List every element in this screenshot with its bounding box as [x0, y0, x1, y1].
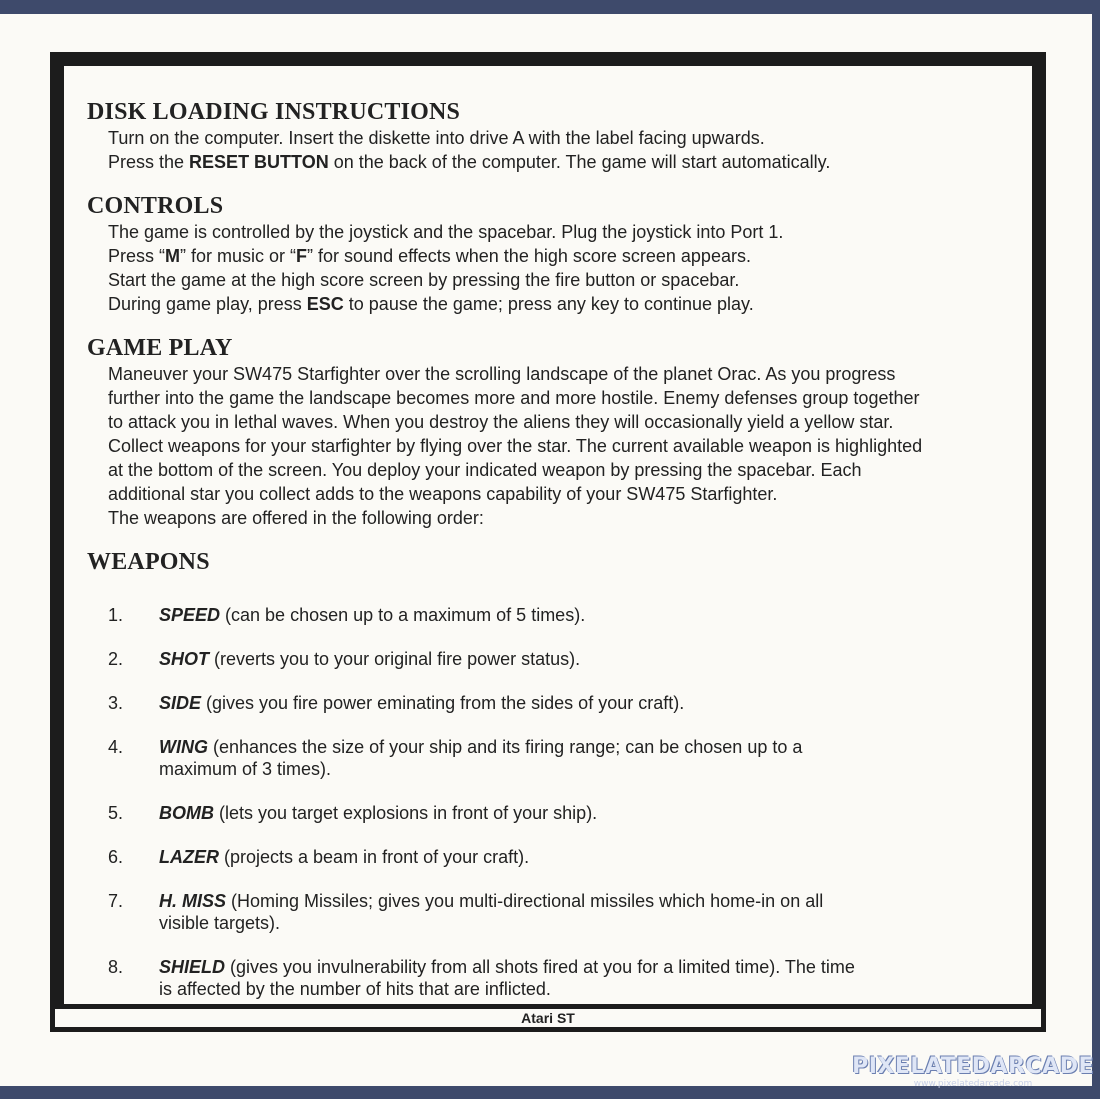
controls-line-4 [108, 292, 1022, 316]
weapon-name: LAZER [159, 847, 219, 867]
item-number: 4. [108, 737, 124, 757]
list-item [108, 846, 1022, 868]
weapon-desc: (projects a beam in front of your craft). [219, 847, 530, 867]
disk-loading-line-2 [108, 150, 1022, 174]
item-number: 3. [108, 693, 124, 713]
controls-line-2 [108, 244, 1022, 268]
game-play-line: additional star you collect adds to the weapons capability of your SW475 Starfighter. [108, 484, 778, 504]
text-segment: ” for music or “ [180, 246, 297, 266]
game-play-line: to attack you in lethal waves. When you destroy the aliens they will occasionally yield a yellow star. [108, 412, 894, 432]
item-text [159, 736, 879, 780]
item-number: 1. [108, 605, 124, 625]
game-play-line: further into the game the landscape becomes more and more hostile. Enemy defenses group together [108, 388, 920, 408]
list-item [108, 802, 1022, 824]
game-play-heading: GAME PLAY [87, 335, 233, 361]
item-text [159, 890, 849, 934]
list-item [108, 890, 1022, 934]
controls-heading: CONTROLS [87, 193, 224, 219]
text-segment: ” for sound effects when the high score screen appears. [307, 246, 751, 266]
key-f: F [296, 246, 308, 266]
list-item [108, 736, 1022, 780]
watermark-url: www.pixelatedarcade.com [913, 1079, 1033, 1089]
disk-loading-line-1: Turn on the computer. Insert the diskette into drive A with the label facing upwards. [108, 128, 765, 148]
weapon-desc: (Homing Missiles; gives you multi-directional missiles which home-in on all visible targets). [159, 891, 824, 933]
item-number: 5. [108, 803, 124, 823]
game-play-line: Collect weapons for your starfighter by flying over the star. The current available weapon is highlighted [108, 436, 923, 456]
watermark-brand: PIXELATEDARCADE [852, 1054, 1094, 1079]
platform-footer: Atari ST [54, 1008, 1042, 1028]
weapon-name: BOMB [159, 803, 214, 823]
item-text [159, 604, 1022, 626]
game-play-body [108, 362, 1022, 530]
weapons-list [108, 604, 1022, 1000]
text-segment: Press the [108, 152, 190, 172]
weapon-desc: (gives you fire power eminating from the sides of your craft). [201, 693, 685, 713]
item-text [159, 802, 1022, 824]
list-item [108, 956, 1022, 1000]
item-number: 7. [108, 891, 124, 911]
item-number: 8. [108, 957, 124, 977]
reset-button-text: RESET BUTTON [189, 152, 329, 172]
weapon-name: SPEED [159, 605, 221, 625]
item-text [159, 648, 1022, 670]
weapons-section [87, 548, 1022, 1000]
list-item [108, 648, 1022, 670]
controls-line-1: The game is controlled by the joystick and the spacebar. Plug the joystick into Port 1. [108, 222, 784, 242]
weapon-desc: (reverts you to your original fire power status). [209, 649, 581, 669]
weapon-desc: (lets you target explosions in front of your ship). [214, 803, 598, 823]
key-m: M [165, 246, 181, 266]
item-number: 6. [108, 847, 124, 867]
text-segment: Press “ [108, 246, 166, 266]
weapon-desc: (enhances the size of your ship and its firing range; can be chosen up to a maximum of 3 times). [159, 737, 803, 779]
watermark [852, 1054, 1094, 1089]
item-text [159, 956, 859, 1000]
controls-body [108, 220, 1022, 316]
weapon-name: SHIELD [159, 957, 226, 977]
item-text [159, 846, 1022, 868]
weapon-name: SIDE [159, 693, 202, 713]
list-item [108, 692, 1022, 714]
controls-section [87, 192, 1022, 316]
item-number: 2. [108, 649, 124, 669]
key-esc: ESC [306, 294, 344, 314]
game-play-line: The weapons are offered in the following order: [108, 508, 484, 528]
text-segment: to pause the game; press any key to continue play. [343, 294, 754, 314]
page-content [87, 98, 1022, 1022]
game-play-line: Maneuver your SW475 Starfighter over the scrolling landscape of the planet Orac. As you progress [108, 364, 896, 384]
text-segment: on the back of the computer. The game will start automatically. [328, 152, 831, 172]
weapon-name: H. MISS [159, 891, 227, 911]
disk-loading-section [87, 98, 1022, 174]
weapon-desc: (gives you invulnerability from all shots fired at you for a limited time). The time is affected by the number of hits that are inflicted. [159, 957, 855, 999]
page-inner [64, 66, 1032, 1004]
page-frame [50, 52, 1046, 1032]
controls-line-3: Start the game at the high score screen by pressing the fire button or spacebar. [108, 270, 740, 290]
list-item [108, 604, 1022, 626]
item-text [159, 692, 1022, 714]
weapon-name: WING [159, 737, 208, 757]
game-play-line: at the bottom of the screen. You deploy your indicated weapon by pressing the spacebar. Each [108, 460, 862, 480]
game-play-section [87, 334, 1022, 530]
weapons-heading: WEAPONS [87, 549, 210, 575]
weapon-name: SHOT [159, 649, 210, 669]
text-segment: During game play, press [108, 294, 307, 314]
manual-page [0, 14, 1092, 1086]
weapon-desc: (can be chosen up to a maximum of 5 times). [220, 605, 586, 625]
disk-loading-heading: DISK LOADING INSTRUCTIONS [87, 99, 461, 125]
disk-loading-body [108, 126, 1022, 174]
